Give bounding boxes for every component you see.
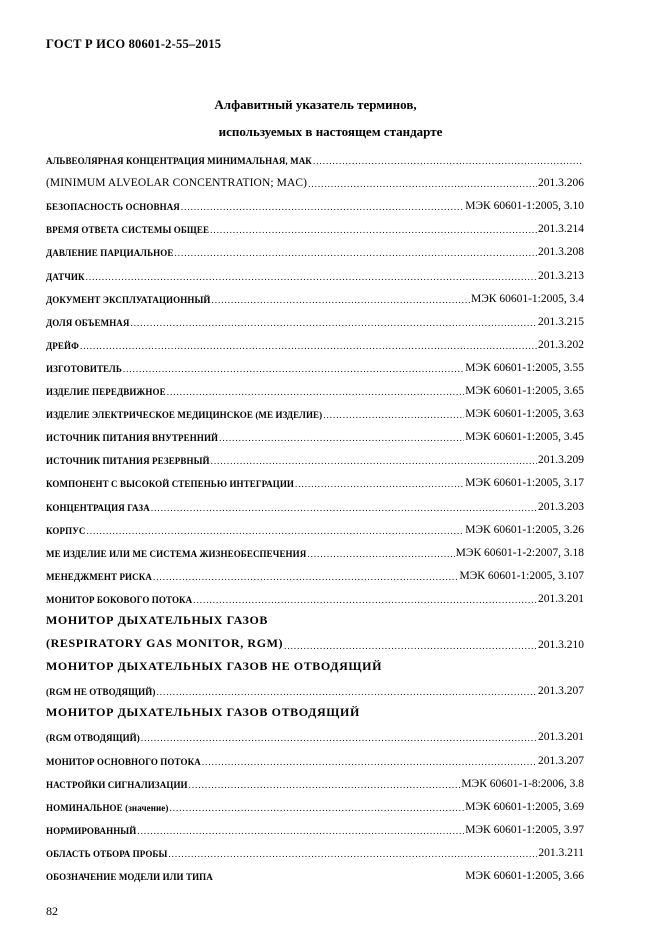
index-entry <box>46 697 584 720</box>
index-entry <box>46 235 584 258</box>
entry-ref: МЭК 60601-1:2005, 3.45 <box>465 431 584 444</box>
entry-ref: МЭК 60601-1:2005, 3.107 <box>459 569 584 582</box>
entry-term: КОМПОНЕНТ С ВЫСОКОЙ СТЕПЕНЬЮ ИНТЕГРАЦИИ <box>46 479 295 490</box>
leader-dots <box>219 433 464 443</box>
entry-term: ДОЛЯ ОБЪЕМНАЯ <box>46 317 130 328</box>
entry-term: НАСТРОЙКИ СИГНАЛИЗАЦИИ <box>46 779 188 790</box>
entry-term: МЕНЕДЖМЕНТ РИСКА <box>46 571 152 582</box>
entry-term: МОНИТОР ДЫХАТЕЛЬНЫХ ГАЗОВ <box>46 612 269 627</box>
entry-term: АЛЬВЕОЛЯРНАЯ КОНЦЕНТРАЦИЯ МИНИМАЛЬНАЯ, МАК <box>46 156 312 167</box>
entry-term: (RESPIRATORY GAS MONITOR, RGM) <box>46 636 284 651</box>
index-entry <box>46 790 584 813</box>
index-title-line2: используемых в настоящем стандарте <box>218 124 443 139</box>
leader-dots <box>131 318 538 328</box>
entry-ref: МЭК 60601-1-8:2006, 3.8 <box>461 777 584 790</box>
entry-ref: 201.3.213 <box>538 269 584 282</box>
index-entry <box>46 513 584 536</box>
index-entry <box>46 536 584 559</box>
entry-term: ДАВЛЕНИЕ ПАРЦИАЛЬНОЕ <box>46 248 174 259</box>
entry-term: ОБЛАСТЬ ОТБОРА ПРОБЫ <box>46 848 168 859</box>
index-entry <box>46 720 584 743</box>
entry-term: МОНИТОР БОКОВОГО ПОТОКА <box>46 594 193 605</box>
index-entry <box>46 767 584 790</box>
entry-term: НОРМИРОВАННЫЙ <box>46 825 137 836</box>
entry-term: МЕ ИЗДЕЛИЕ ИЛИ МЕ СИСТЕМА ЖИЗНЕОБЕСПЕЧЕНИЯ <box>46 548 307 559</box>
index-entry <box>46 258 584 281</box>
index-entry <box>46 836 584 859</box>
index-entry <box>46 443 584 466</box>
index-entry <box>46 559 584 582</box>
leader-dots <box>212 295 470 305</box>
entry-term: ВРЕМЯ ОТВЕТА СИСТЕМЫ ОБЩЕЕ <box>46 225 210 236</box>
entry-ref: 201.3.208 <box>538 246 584 259</box>
entry-ref: 201.3.215 <box>538 315 584 328</box>
index-title-line1: Алфавитный указатель терминов, <box>214 97 417 112</box>
entry-ref: МЭК 60601-1:2005, 3.26 <box>465 523 584 536</box>
index-entry <box>46 582 584 605</box>
entry-ref: 201.3.214 <box>538 223 584 236</box>
leader-dots <box>193 595 537 605</box>
leader-dots <box>169 803 464 813</box>
entry-ref: МЭК 60601-1:2005, 3.69 <box>465 800 584 813</box>
leader-dots <box>323 410 464 420</box>
entry-term: (RGM НЕ ОТВОДЯЩИЙ) <box>46 687 156 698</box>
leader-dots <box>87 526 465 536</box>
entry-term: МОНИТОР ОСНОВНОГО ПОТОКА <box>46 756 201 767</box>
leader-dots <box>189 780 461 790</box>
leader-dots <box>141 733 537 743</box>
index-entry <box>46 328 584 351</box>
entry-ref: 201.3.202 <box>538 338 584 351</box>
index-entry <box>46 628 584 651</box>
index-entry <box>46 166 584 189</box>
entry-term: ИСТОЧНИК ПИТАНИЯ ВНУТРЕННИЙ <box>46 433 219 444</box>
entry-term: МОНИТОР ДЫХАТЕЛЬНЫХ ГАЗОВ ОТВОДЯЩИЙ <box>46 705 360 720</box>
entry-ref: 201.3.211 <box>538 846 584 859</box>
index-entry <box>46 466 584 489</box>
entry-ref: МЭК 60601-1:2005, 3.65 <box>465 385 584 398</box>
entry-ref: МЭК 60601-1:2005, 3.63 <box>465 408 584 421</box>
entry-ref: 201.3.209 <box>538 454 584 467</box>
entry-term: НОМИНАЛЬНОЕ (значение) <box>46 802 169 813</box>
index-entry <box>46 489 584 512</box>
leader-dots <box>137 826 464 836</box>
entry-ref: 201.3.207 <box>538 685 584 698</box>
index-entry <box>46 743 584 766</box>
leader-dots <box>211 456 537 466</box>
entry-ref: МЭК 60601-1:2005, 3.10 <box>465 200 584 213</box>
leader-dots <box>123 364 464 374</box>
index-entry <box>46 212 584 235</box>
entry-term: БЕЗОПАСНОСТЬ ОСНОВНАЯ <box>46 202 180 213</box>
leader-dots <box>86 272 537 282</box>
index-entry <box>46 674 584 697</box>
entry-term: МОНИТОР ДЫХАТЕЛЬНЫХ ГАЗОВ НЕ ОТВОДЯЩИЙ <box>46 659 383 674</box>
leader-dots <box>210 225 537 235</box>
leader-dots <box>80 341 537 351</box>
leader-dots <box>168 849 537 859</box>
leader-dots <box>181 202 464 212</box>
document-header: ГОСТ Р ИСО 80601-2-55–2015 <box>46 37 222 51</box>
entry-term: ДАТЧИК <box>46 271 85 282</box>
entry-term: ДОКУМЕНТ ЭКСПЛУАТАЦИОННЫЙ <box>46 294 211 305</box>
entry-term: ОБОЗНАЧЕНИЕ МОДЕЛИ ИЛИ ТИПА <box>46 872 213 882</box>
leader-dots <box>295 479 464 489</box>
entry-ref: 201.3.207 <box>538 754 584 767</box>
leader-dots <box>307 549 454 559</box>
entry-term: (RGM ОТВОДЯЩИЙ) <box>46 733 140 744</box>
entry-term: ИЗГОТОВИТЕЛЬ <box>46 363 122 374</box>
entry-ref: 201.3.201 <box>538 731 584 744</box>
index-entry <box>46 189 584 212</box>
index-entry <box>46 651 584 674</box>
entry-ref: МЭК 60601-1-2:2007, 3.18 <box>455 546 584 559</box>
index-entry <box>46 605 584 628</box>
leader-dots <box>202 757 537 767</box>
entry-ref: МЭК 60601-1:2005, 3.4 <box>470 292 584 305</box>
leader-dots <box>167 387 464 397</box>
leader-dots <box>156 687 537 697</box>
index-entry <box>46 374 584 397</box>
entry-ref: 201.3.201 <box>538 592 584 605</box>
entry-term: КОНЦЕНТРАЦИЯ ГАЗА <box>46 502 150 513</box>
entry-ref: МЭК 60601-1:2005, 3.97 <box>465 823 584 836</box>
entry-term: ДРЕЙФ <box>46 340 79 351</box>
entry-term: КОРПУС <box>46 525 86 536</box>
index-entry <box>46 282 584 305</box>
page-number: 82 <box>46 904 58 918</box>
entry-ref: 201.3.206 <box>538 177 584 190</box>
leader-dots <box>313 156 583 166</box>
index-entry <box>46 420 584 443</box>
leader-dots <box>153 572 459 582</box>
entry-term: (MINIMUM ALVEOLAR CONCENTRATION; MAC) <box>46 177 308 190</box>
leader-dots <box>284 641 537 651</box>
index-entry <box>46 351 584 374</box>
leader-dots <box>151 503 537 513</box>
entry-ref: 201.3.210 <box>538 639 584 652</box>
entry-term: ИЗДЕЛИЕ ПЕРЕДВИЖНОЕ <box>46 387 166 398</box>
terms-index <box>46 143 584 882</box>
entry-term: ИСТОЧНИК ПИТАНИЯ РЕЗЕРВНЫЙ <box>46 456 210 467</box>
leader-dots <box>174 248 537 258</box>
leader-dots <box>308 179 537 189</box>
entry-ref: МЭК 60601-1:2005, 3.55 <box>465 361 584 374</box>
index-entry <box>46 859 584 882</box>
entry-ref: 201.3.203 <box>538 500 584 513</box>
index-entry <box>46 397 584 420</box>
entry-ref: МЭК 60601-1:2005, 3.66 <box>465 870 584 882</box>
index-entry <box>46 143 584 166</box>
entry-ref: МЭК 60601-1:2005, 3.17 <box>465 477 584 490</box>
entry-term: ИЗДЕЛИЕ ЭЛЕКТРИЧЕСКОЕ МЕДИЦИНСКОЕ (МЕ ИЗДЕЛИЕ) <box>46 410 323 421</box>
index-entry <box>46 305 584 328</box>
index-entry <box>46 813 584 836</box>
